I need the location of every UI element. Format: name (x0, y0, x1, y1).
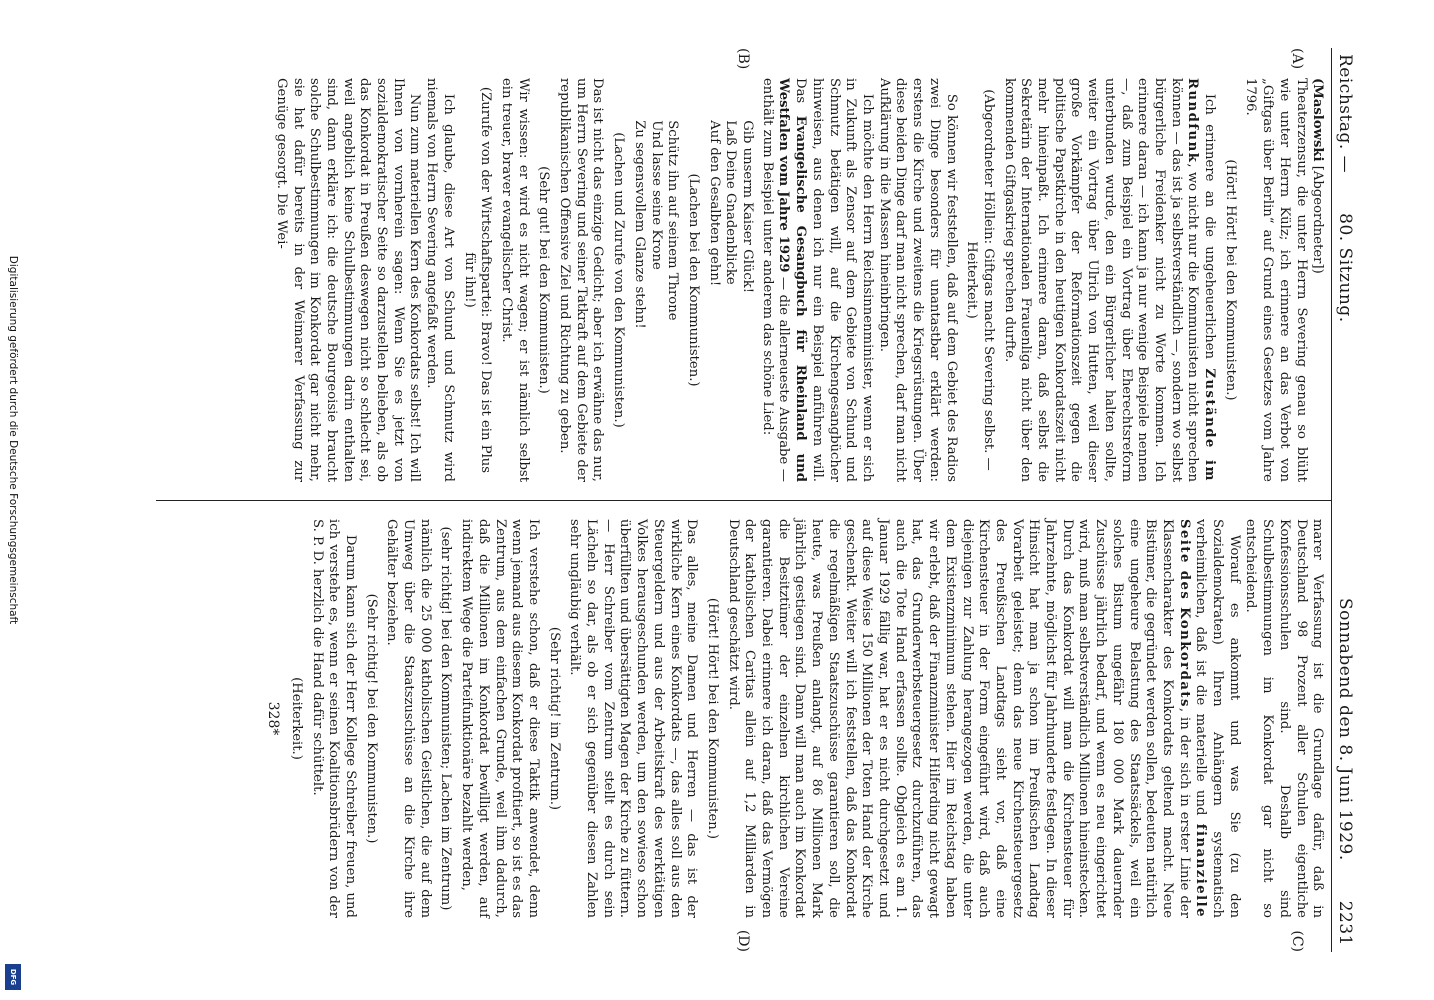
header-date: Sonnabend den 8. Juni 1929. (1335, 598, 1355, 861)
text-run: Ich möchte den Herrn Reichsinnenminister, wenn er sich in Zukunft als Zensor auf dem Gebiete von Schund und Schmutz betätigen will, auf die Kirchengesangbücher hinweisen, aus denen ich nur ein Beispiel anführen will. Das (793, 78, 876, 482)
interjection: (Sehr richtig! im Zentrum.) (546, 626, 562, 811)
emphasis-text: Evangelische Gesangbuch für Rheinland und Westfalen vom Jahre 1929 (776, 78, 809, 482)
paragraph (724, 519, 1242, 918)
margin-marker-d: (D) (735, 929, 752, 952)
margin-marker-b: (B) (735, 48, 752, 70)
paragraph: Wir wissen: er wird es nicht wagen; er ist nämlich selbst ein treuer, braver evangelischer Christ. (498, 78, 531, 482)
left-column (156, 48, 1331, 500)
interjection: (Lachen und Zurufe von den Kommunisten.) (611, 132, 627, 428)
interjection: (Abgeordneter Höllein: Giftgas macht Severing selbst. — Heiterkeit.) (964, 89, 996, 471)
interjection: (Zurufe von der Wirtschaftspartei: Bravo! Das ist ein Plus für ihn!) (461, 86, 494, 474)
verse-line: Auf den Gesalbten gehn! (706, 120, 722, 287)
dfg-logo-text: DFG (9, 968, 17, 986)
dfg-logo (5, 964, 21, 990)
interjection: (Hört! Hört! bei den Kommunisten.) (704, 597, 720, 840)
interjection: (Sehr gut! bei den Kommunisten.) (536, 166, 552, 394)
paragraph: Ich glaube, diese Art von Schund und Schmutz wird niemals von Herrn Severing angefaßt werden. (424, 78, 456, 482)
document-page (67, 20, 1367, 980)
paragraph: Darum kann sich der Herr Kollege Schreiber freuen, und ich verstehe es, wenn er seinen Koalitionsbrüdern von der S. P. D. herzlich die Hand dafür schüttelt. (309, 519, 358, 918)
paragraph: Ich verstehe schon, daß er diese Taktik anwendet, denn wenn jemand aus diesem Konkordat profitiert, so ist es das Zentrum, aus dem einfachen Grunde, weil ihm dadurch, daß die Millionen im Konkordat bewilligt werden, auf indirektem Wege die Parteifunktionäre bezahlt werden, (459, 519, 541, 918)
speaker-party: [Abgeordneter]) (1310, 161, 1326, 274)
interjection: (Heiterkeit.) (288, 677, 304, 760)
interjection: (Sehr richtig! bei den Kommunisten.) (363, 593, 379, 844)
verse-line: Laß Deine Gnadenblicke (723, 120, 739, 285)
paragraph: Theaterzensur, die unter Herrn Severing genau so blüht wie unter Herrn Külz; ich erinnere an das Verbot von „Giftgas über Berlin“ auf Grund eines Gesetzes vom Jahre 1796. (1243, 78, 1309, 482)
paragraph: Nun zum materiellen Kern des Konkordats selbst! Ich will Ihnen von vornherein sagen: Wenn Sie es jetzt von sozialdemokratischer Seite so darzustellen belieben, als ob das Konkordat in Preußen deswegen nicht so schlecht sei, weil angeblich keine Schulbestimmungen darin enthalten sind, dann erkläre ich: die deutsche Bourgeoisie braucht solche Schulbestimmungen im Konkordat gar nicht mehr, sie hat dafür bereits in der Weimarer Verfassung zur Genüge gesorgt. Die Wei- (273, 78, 423, 482)
verse-line: Und lasse seine Krone (648, 120, 664, 270)
right-column (156, 500, 1331, 952)
paragraph: Das ist nicht das einzige Gedicht; aber ich erwähne das nur, um Herrn Severing und seiner Tatkraft auf dem Gebiete der republikanischen Offensive Ziel und Richtung zu geben. (557, 78, 606, 482)
header-session: 80. Sitzung. (1335, 213, 1355, 323)
paragraph: nämlich die 25 000 katholischen Geistlichen, die auf dem Umweg über die Staatszuschüsse an die Kirche ihre Gehälter beziehen. (384, 519, 433, 918)
emphasis-text: Zustände im Rundfunk (1185, 78, 1218, 483)
paragraph (1000, 78, 1217, 482)
interjection: (Hört! Hört! bei den Kommunisten.) (1222, 159, 1238, 401)
page-number: 2231 (1335, 900, 1355, 946)
verse-line: Zu segensvollem Glanze stehn! (631, 120, 647, 329)
paragraph: Das alles, meine Damen und Herren — das ist der wirkliche Kern eines Konkordats —, das alles soll aus den Steuergeldern und aus der Arbeitskraft des werktätigen Volkes herausgeschunden werden, um den sowieso schon überfüllten und übersättigten Magen der Kirche zu füttern. — Herr Schreiber vom Zentrum stellt es durch sein Lächeln so dar, als ob er sich gegenüber diesen Zahlen sehr ungläubig verhält. (567, 519, 700, 918)
page-signature: 328* (265, 701, 282, 736)
verse-block (630, 78, 680, 482)
verse-line: Gib unserm Kaiser Glück! (740, 120, 756, 294)
text-run: , wo nicht nur die Kommunisten nicht sprechen können — das ist ja selbstverständlich —, sondern wo selbst bürgerliche Freidenker nicht zu Worte kommen. Ich erinnere daran — ich kann ja nur wenige Beispiele nennen —, daß zum Beispiel ein Vortrag über Eherechtsreform unterbunden wurde, den ein Bürgerlicher halten sollte, weiter ein Vortrag über Ulrich von Hutten, weil dieser große Vorkämpfer der Reformationszeit gegen die politische Papstkirche in den heutigen Konkordatszeit nicht mehr hineinpaßt. Ich erinnere daran, daß selbst die Sekretärin der Internationalen Frauenliga nicht über den kommenden Giftgaskrieg sprechen durfte. (1001, 78, 1201, 482)
text-run: — die allerneueste Ausgabe — enthält zum Beispiel unter anderem das schöne Lied: (759, 78, 792, 482)
paragraph: marer Verfassung ist die Grundlage dafür, daß in Deutschland 98 Prozent aller Schulen eigentliche Konfessionsschulen sind. Deshalb sind Schulbestimmungen im Konkordat gar nicht so entscheidend. (1243, 519, 1326, 918)
page-header (1331, 48, 1353, 952)
paragraph (1309, 78, 1326, 482)
interjection: (Lachen bei den Kommunisten.) (685, 173, 701, 387)
emphasis-text: finanzielle Seite des Konkordats (1176, 519, 1209, 918)
digitization-credit (4, 0, 22, 1000)
credit-text: Digitalisierung gefördert durch die Deutsche Forschungsgemeinschaft (7, 255, 19, 625)
margin-marker-a: (A) (1289, 48, 1306, 70)
text-run: Worauf es ankommt und was Sie (zu den Sozialdemokraten) Ihren Anhängern systematisch verheimlichen, daß ist die materielle und (1193, 519, 1242, 918)
speaker-name: (Maslowski (1310, 78, 1326, 162)
verse-block (705, 78, 755, 482)
verse-line: Schütz ihn auf seinem Throne (665, 120, 681, 321)
text-run: Ich erinnere an die ungeheuerlichen (1202, 93, 1218, 369)
paragraph (758, 78, 875, 482)
header-left: Reichstag. — (1335, 54, 1355, 174)
margin-marker-c: (C) (1289, 930, 1306, 952)
interjection: (sehr richtig! bei den Kommunisten; Lachen im Zentrum) (438, 526, 454, 911)
text-run: , in der sich in erster Linie der Klassencharakter des Konkordats geltend macht. Neue Bistümer, die gegründet werden sollen, bedeuten natürlich eine ungeheure Belastung des Staatssäckels, weil ein solches Bistum ungefähr 180 000 Mark dauernder Zuschüsse jährlich bedarf, und wenn es neu eingerichtet wird, muß man selbstverständlich Millionen hineinstecken. Durch das Konkordat will man die Kirchensteuer für Jahrzehnte, möglichst für Jahrhunderte festlegen. In dieser Hinsicht hat man ja schon im Preußischen Landtag Vorarbeit geleistet; denn das neue Kirchensteuergesetz des Preußischen Landtags sieht vor, daß eine Kirchensteuer in der Form eingeführt wird, daß auch diejenigen zur Zahlung herangezogen werden, die unter dem Existenzminimum stehen. Hier im Reichstag haben wir erlebt, daß der Finanzminister Hilferding nicht gewagt hat, das Grunderwerbsteuergesetz durchzuführen, das auch die Tote Hand erfassen sollte. Obgleich es am 1. Januar 1929 fällig war, hat er es nicht durchgesetzt und auf diese Weise 150 Millionen der Toten Hand der Kirche geschenkt. Weiter will ich feststellen, daß das Konkordat die regelmäßigen Staatszuschüsse garantieren soll, die heute, was Preußen anlangt, auf 86 Millionen Mark jährlich gestiegen sind. Dann will man auch im Konkordat die Besitztümer der einzelnen kirchlichen Vereine garantieren. Dabei erinnere ich daran, daß das Vermögen der katholischen Caritas allein auf 1,2 Milliarden in Deutschland geschätzt wird. (725, 519, 1192, 918)
paragraph: So können wir feststellen, daß auf dem Gebiet des Radios zwei Dinge besonders für unantastbar erklärt werden: erstens die Kirche und zweitens die Kriegsrüstungen. Über diese beiden Dinge darf man nicht sprechen, darf man nicht Aufklärung in die Massen hineinbringen. (876, 78, 959, 482)
columns (156, 48, 1331, 952)
